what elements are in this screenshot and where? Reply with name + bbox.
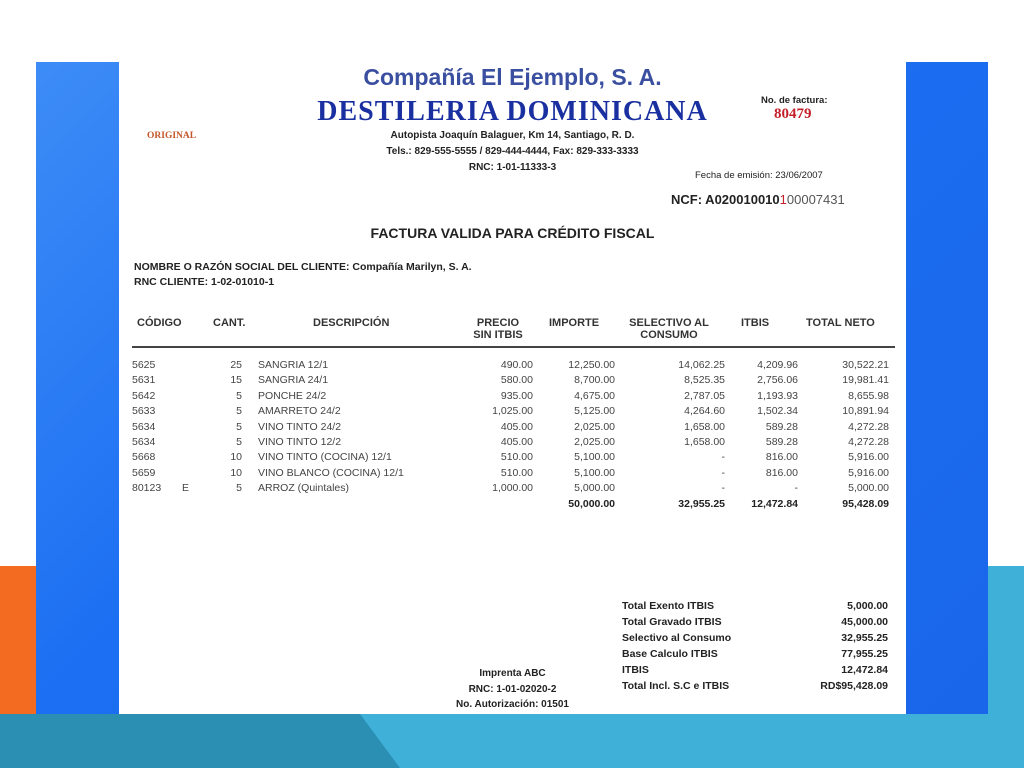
printer-name: Imprenta ABC bbox=[479, 668, 546, 679]
copy-label: ORIGINAL bbox=[147, 131, 197, 141]
item-selective: - bbox=[721, 466, 725, 479]
col-header-selective-line1: SELECTIVO AL bbox=[629, 317, 709, 329]
company-name: Compañía El Ejemplo, S. A. bbox=[363, 64, 662, 90]
summary-label-itbis: ITBIS bbox=[622, 664, 649, 676]
totals-spacer bbox=[182, 497, 202, 512]
item-code: 80123 bbox=[132, 482, 162, 495]
summary-label-exempt: Total Exento ITBIS bbox=[622, 600, 714, 612]
item-flag bbox=[182, 358, 202, 373]
summary-value-taxed: 45,000.00 bbox=[841, 616, 888, 628]
item-price: 510.00 bbox=[500, 451, 533, 464]
col-header-selective-line2: CONSUMO bbox=[640, 329, 698, 341]
item-amount: 5,100.00 bbox=[574, 466, 615, 479]
totals-spacer bbox=[242, 497, 258, 512]
item-price: 1,000.00 bbox=[492, 482, 533, 495]
item-qty: 5 bbox=[236, 420, 242, 433]
header-rule bbox=[132, 346, 895, 348]
teal-accent-right bbox=[988, 566, 1024, 714]
table-row bbox=[132, 435, 889, 450]
item-code: 5668 bbox=[132, 451, 156, 464]
item-code: 5634 bbox=[132, 420, 156, 433]
brand-title: DESTILERIA DOMINICANA bbox=[317, 96, 708, 127]
item-amount: 5,125.00 bbox=[574, 405, 615, 418]
item-net: 5,916.00 bbox=[848, 466, 889, 479]
item-qty: 10 bbox=[230, 466, 242, 479]
col-header-qty: CANT. bbox=[213, 317, 246, 329]
ncf-mid: 1 bbox=[779, 192, 787, 207]
totals-amount: 50,000.00 bbox=[568, 497, 615, 510]
item-net: 30,522.21 bbox=[842, 359, 889, 371]
item-qty: 5 bbox=[236, 436, 242, 449]
summary-label-grand: Total Incl. S.C e ITBIS bbox=[622, 680, 730, 692]
item-description: SANGRIA 24/1 bbox=[258, 374, 329, 387]
summary-label-taxed: Total Gravado ITBIS bbox=[622, 616, 722, 628]
col-header-net: TOTAL NETO bbox=[806, 317, 875, 329]
item-description: VINO TINTO 12/2 bbox=[258, 436, 342, 449]
item-spacer bbox=[242, 373, 258, 388]
invoice-document bbox=[119, 62, 906, 714]
item-amount: 12,250.00 bbox=[568, 359, 615, 371]
item-itbis: 816.00 bbox=[765, 451, 798, 464]
item-price: 510.00 bbox=[500, 466, 533, 479]
item-selective: 14,062.25 bbox=[678, 359, 725, 371]
item-description: ARROZ (Quintales) bbox=[258, 482, 350, 495]
item-flag: E bbox=[182, 482, 190, 495]
items-table bbox=[132, 358, 889, 512]
item-itbis: 2,756.06 bbox=[757, 374, 798, 387]
item-net: 19,981.41 bbox=[842, 374, 889, 387]
item-spacer bbox=[242, 404, 258, 419]
item-description: AMARRETO 24/2 bbox=[258, 405, 341, 418]
col-header-selective bbox=[619, 317, 719, 341]
item-flag bbox=[182, 435, 202, 450]
company-address: Autopista Joaquín Balaguer, Km 14, Santiago, R. D. bbox=[390, 130, 635, 141]
item-selective: 8,525.35 bbox=[684, 374, 725, 387]
item-description: SANGRIA 12/1 bbox=[258, 359, 329, 371]
ncf-tail: 00007431 bbox=[786, 192, 845, 207]
item-code: 5659 bbox=[132, 466, 156, 479]
col-header-price-line1: PRECIO bbox=[476, 317, 520, 329]
item-flag bbox=[182, 404, 202, 419]
col-header-amount: IMPORTE bbox=[549, 317, 600, 329]
ncf-number bbox=[671, 192, 845, 207]
summary-label-selective: Selectivo al Consumo bbox=[622, 632, 732, 644]
item-itbis: - bbox=[794, 482, 798, 495]
item-net: 5,916.00 bbox=[848, 451, 889, 464]
item-amount: 4,675.00 bbox=[574, 389, 615, 402]
item-qty: 5 bbox=[236, 482, 242, 495]
item-selective: 2,787.05 bbox=[684, 389, 725, 402]
item-price: 405.00 bbox=[500, 436, 533, 449]
item-net: 10,891.94 bbox=[842, 405, 889, 418]
item-spacer bbox=[242, 450, 258, 465]
client-name: NOMBRE O RAZÓN SOCIAL DEL CLIENTE: Compañía Marilyn, S. A. bbox=[134, 261, 472, 273]
table-row bbox=[132, 420, 889, 435]
item-selective: 1,658.00 bbox=[684, 436, 725, 449]
item-flag bbox=[182, 420, 202, 435]
col-header-itbis: ITBIS bbox=[741, 317, 770, 329]
summary-value-selective: 32,955.25 bbox=[841, 632, 888, 644]
item-description: VINO TINTO 24/2 bbox=[258, 420, 342, 433]
item-spacer bbox=[242, 466, 258, 481]
item-spacer bbox=[242, 389, 258, 404]
item-qty: 5 bbox=[236, 405, 242, 418]
item-code: 5625 bbox=[132, 359, 156, 371]
summary-value-itbis: 12,472.84 bbox=[841, 664, 888, 676]
item-net: 8,655.98 bbox=[848, 389, 889, 402]
item-selective: 1,658.00 bbox=[684, 420, 725, 433]
totals-spacer bbox=[258, 497, 438, 512]
printer-authorization: No. Autorización: 01501 bbox=[456, 699, 569, 710]
item-itbis: 4,209.96 bbox=[757, 359, 798, 371]
printer-rnc: RNC: 1-01-02020-2 bbox=[468, 684, 557, 695]
totals-net: 95,428.09 bbox=[842, 497, 889, 510]
item-amount: 8,700.00 bbox=[574, 374, 615, 387]
ncf-label: NCF: A020010010 bbox=[671, 192, 780, 207]
item-net: 5,000.00 bbox=[848, 482, 889, 495]
item-amount: 5,000.00 bbox=[574, 482, 615, 495]
client-rnc: RNC CLIENTE: 1-02-01010-1 bbox=[134, 276, 275, 288]
totals-spacer bbox=[132, 497, 182, 512]
item-code: 5634 bbox=[132, 436, 156, 449]
table-row bbox=[132, 450, 889, 465]
totals-selective: 32,955.25 bbox=[678, 497, 725, 510]
item-qty: 15 bbox=[230, 374, 242, 387]
item-itbis: 816.00 bbox=[765, 466, 798, 479]
item-spacer bbox=[242, 358, 258, 373]
company-phones: Tels.: 829-555-5555 / 829-444-4444, Fax: 829-333-3333 bbox=[386, 146, 639, 157]
table-row bbox=[132, 389, 889, 404]
item-price: 405.00 bbox=[500, 420, 533, 433]
totals-itbis: 12,472.84 bbox=[751, 497, 798, 510]
item-qty: 5 bbox=[236, 389, 242, 402]
item-code: 5633 bbox=[132, 405, 156, 418]
item-amount: 2,025.00 bbox=[574, 436, 615, 449]
item-flag bbox=[182, 389, 202, 404]
summary-value-base: 77,955.25 bbox=[841, 648, 888, 660]
item-itbis: 1,193.93 bbox=[757, 389, 798, 402]
item-qty: 25 bbox=[230, 359, 242, 371]
table-row bbox=[132, 481, 889, 496]
summary-value-exempt: 5,000.00 bbox=[847, 600, 888, 612]
table-row bbox=[132, 358, 889, 373]
item-amount: 2,025.00 bbox=[574, 420, 615, 433]
col-header-desc: DESCRIPCIÓN bbox=[313, 317, 390, 329]
item-spacer bbox=[242, 435, 258, 450]
item-flag bbox=[182, 450, 202, 465]
col-header-price bbox=[467, 317, 529, 341]
totals-spacer bbox=[438, 497, 533, 512]
item-description: VINO BLANCO (COCINA) 12/1 bbox=[258, 466, 404, 479]
item-description: PONCHE 24/2 bbox=[258, 389, 327, 402]
issue-date: Fecha de emisión: 23/06/2007 bbox=[695, 170, 823, 181]
item-selective: - bbox=[721, 451, 725, 464]
item-code: 5642 bbox=[132, 389, 156, 402]
col-header-code: CÓDIGO bbox=[137, 317, 182, 329]
item-net: 4,272.28 bbox=[848, 420, 889, 433]
table-row bbox=[132, 373, 889, 388]
item-code: 5631 bbox=[132, 374, 156, 387]
summary-value-grand: RD$95,428.09 bbox=[820, 680, 888, 692]
table-row bbox=[132, 404, 889, 419]
document-title: FACTURA VALIDA PARA CRÉDITO FISCAL bbox=[370, 225, 655, 241]
summary-label-base: Base Calculo ITBIS bbox=[622, 648, 718, 660]
table-row bbox=[132, 466, 889, 481]
col-header-price-line2: SIN ITBIS bbox=[473, 329, 523, 341]
item-description: VINO TINTO (COCINA) 12/1 bbox=[258, 451, 392, 464]
item-price: 935.00 bbox=[500, 389, 533, 402]
totals-spacer bbox=[202, 497, 242, 512]
item-flag bbox=[182, 466, 202, 481]
item-itbis: 589.28 bbox=[765, 436, 798, 449]
item-itbis: 589.28 bbox=[765, 420, 798, 433]
item-price: 580.00 bbox=[500, 374, 533, 387]
item-selective: 4,264.60 bbox=[684, 405, 725, 418]
item-net: 4,272.28 bbox=[848, 436, 889, 449]
item-amount: 5,100.00 bbox=[574, 451, 615, 464]
item-price: 1,025.00 bbox=[492, 405, 533, 418]
teal-accent-dark bbox=[0, 714, 400, 768]
totals-row bbox=[132, 497, 889, 512]
item-selective: - bbox=[721, 482, 725, 495]
item-itbis: 1,502.34 bbox=[757, 405, 798, 418]
invoice-number: 80479 bbox=[774, 106, 812, 122]
item-spacer bbox=[242, 481, 258, 496]
item-price: 490.00 bbox=[500, 359, 533, 371]
item-spacer bbox=[242, 420, 258, 435]
company-rnc: RNC: 1-01-11333-3 bbox=[468, 162, 557, 173]
invoice-number-label: No. de factura: bbox=[761, 95, 828, 106]
item-qty: 10 bbox=[230, 451, 242, 464]
item-flag bbox=[182, 373, 202, 388]
